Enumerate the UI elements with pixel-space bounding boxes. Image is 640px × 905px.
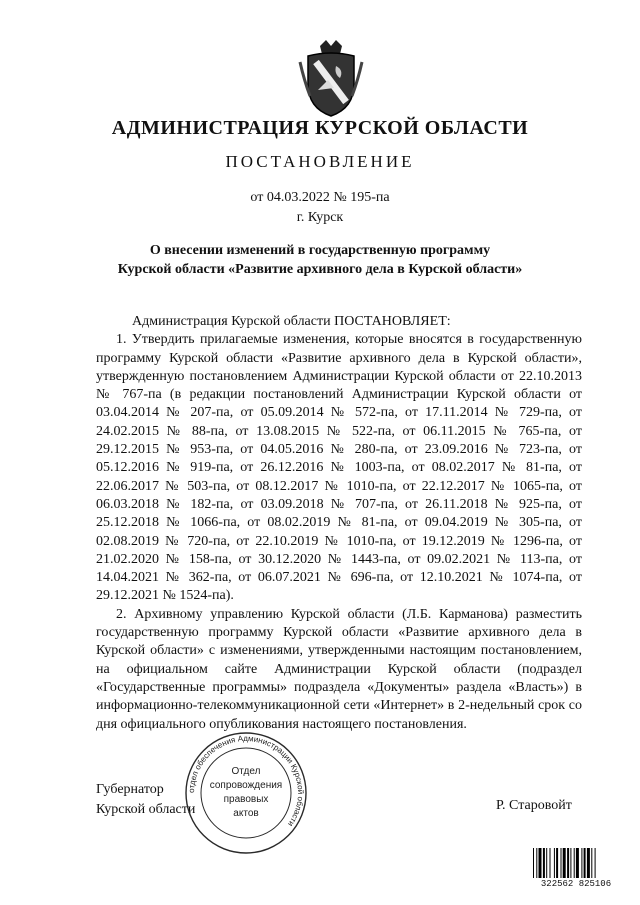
signatory-name: Р. Старовойт	[496, 798, 572, 813]
document-city: г. Курск	[296, 210, 344, 225]
signature-position	[96, 780, 195, 820]
official-stamp	[183, 730, 309, 856]
body-intro: Администрация Курской области ПОСТАНОВЛЯЕТ:	[132, 314, 451, 329]
organization-title: АДМИНИСТРАЦИЯ КУРСКОЙ ОБЛАСТИ	[111, 117, 529, 139]
signature-position-line-2: Курской области	[96, 802, 196, 817]
stamp-line-1: Отдел	[231, 766, 261, 777]
signature-position-line-1: Губернатор	[96, 782, 164, 797]
coat-of-arms-icon	[298, 40, 364, 118]
document-subject	[0, 241, 640, 279]
stamp-line-3: правовых	[223, 794, 269, 805]
stamp-line-4: актов	[233, 808, 259, 819]
stamp-ring-text: отдел обеспечения Администрации Курской области	[186, 733, 306, 829]
barcode-number: 322562 825106	[530, 879, 622, 889]
subject-line-2: Курской области «Развитие архивного дела в Курской области»	[117, 262, 523, 277]
document-type: ПОСТАНОВЛЕНИЕ	[225, 152, 415, 171]
subject-line-1: О внесении изменений в государственную программу	[149, 243, 491, 258]
document-date-number: от 04.03.2022 № 195-па	[250, 190, 390, 205]
body-item-1: 1. Утвердить прилагаемые изменения, которые вносятся в государственную программу Курской области «Развитие архивного дела в Курской области», утвержденную постановлением Администрации Курской области от 22.10.2013 № 767-па (в редакции постановлений Администрации Курской области от 03.04.2014 № 207-па, от 05.09.2014 № 572-па, от 17.11.2014 № 729-па, от 24.02.2015 № 88-па, от 13.08.2015 № 522-па, от 06.11.2015 № 765-па, от 29.12.2015 № 953-па, от 04.05.2016 № 280-па, от 23.09.2016 № 723-па, от 05.12.2016 № 919-па, от 26.12.2016 № 1003-па, от 08.02.2017 № 81-па, от 22.06.2017 № 503-па, от 08.12.2017 № 1010-па, от 22.12.2017 № 1065-па, от 06.03.2018 № 182-па, от 03.09.2018 № 707-па, от 26.11.2018 № 925-па, от 25.12.2018 № 1066-па, от 08.02.2019 № 81-па, от 09.04.2019 № 305-па, от 02.08.2019 № 720-па, от 22.10.2019 № 1010-па, от 19.12.2019 № 1296-па, от 21.02.2020 № 158-па, от 30.12.2020 № 1443-па, от 09.02.2021 № 113-па, от 14.04.2021 № 362-па, от 06.07.2021 № 696-па, от 12.10.2021 № 1074-па, от 29.12.2021 № 1524-па).	[96, 332, 582, 604]
body-item-2: 2. Архивному управлению Курской области (Л.Б. Карманова) разместить государственную программу Курской области «Развитие архивного дела в Курской области» с изменениями, утвержденными настоящим постановлением, на официальном сайте Администрации Курской области (подраздел «Государственные программы» подраздела «Документы» раздела «Власть») в информационно-телекоммуникационной сети «Интернет» в 2-недельный срок со дня официального опубликования настоящего постановления.	[96, 606, 582, 732]
stamp-line-2: сопровождения	[209, 780, 283, 791]
document-body	[96, 313, 582, 734]
